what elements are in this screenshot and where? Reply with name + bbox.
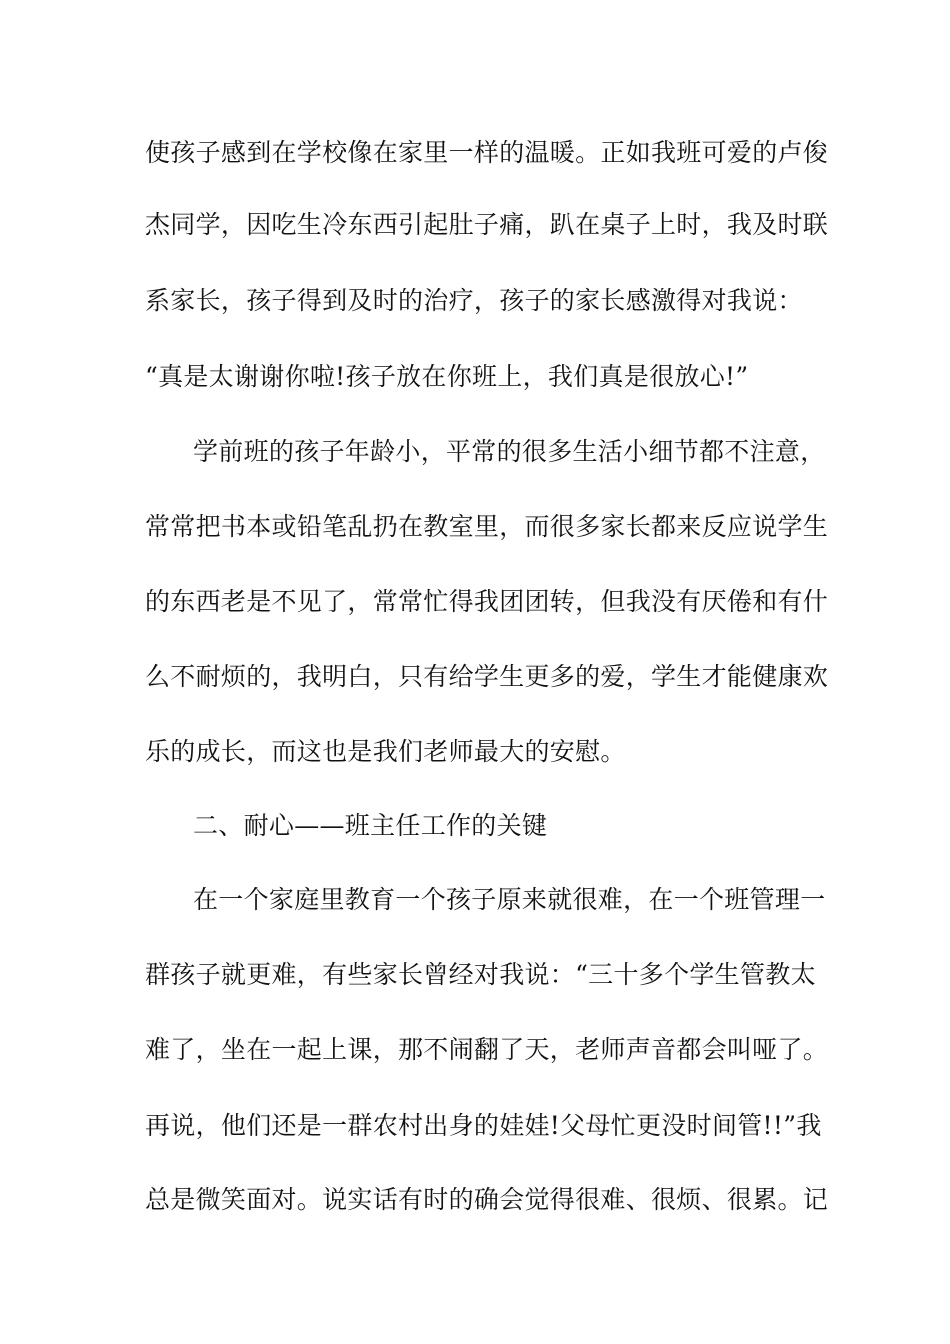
text-line: 的东西老是不见了，常常忙得我团团转，但我没有厌倦和有什 (145, 587, 829, 616)
text-line: 难了，坐在一起上课，那不闹翻了天，老师声音都会叫哑了。 (145, 1035, 829, 1064)
text-line: 杰同学，因吃生冷东西引起肚子痛，趴在桌子上时，我及时联 (145, 210, 829, 239)
paragraph-first-line: 学前班的孩子年龄小，平常的很多生活小细节都不注意， (193, 437, 826, 466)
text-line: 使孩子感到在学校像在家里一样的温暖。正如我班可爱的卢俊 (145, 138, 829, 167)
text-line: 群孩子就更难，有些家长曾经对我说：“三十多个学生管教太 (145, 960, 816, 989)
text-line: 系家长，孩子得到及时的治疗，孩子的家长感激得对我说： (145, 286, 803, 315)
text-line: 再说，他们还是一群农村出身的娃娃!父母忙更没时间管!!”我 (145, 1111, 822, 1140)
paragraph-first-line: 在一个家庭里教育一个孩子原来就很难，在一个班管理一 (193, 885, 826, 914)
text-line: 总是微笑面对。说实话有时的确会觉得很难、很烦、很累。记 (145, 1185, 829, 1214)
text-line: “真是太谢谢你啦!孩子放在你班上，我们真是很放心!” (145, 362, 749, 391)
section-heading: 二、耐心——班主任工作的关键 (193, 811, 548, 840)
text-line: 常常把书本或铅笔乱扔在教室里，而很多家长都来反应说学生 (145, 512, 829, 541)
text-line: 乐的成长，而这也是我们老师最大的安慰。 (145, 737, 626, 766)
text-line: 么不耐烦的，我明白，只有给学生更多的爱，学生才能健康欢 (145, 662, 829, 691)
